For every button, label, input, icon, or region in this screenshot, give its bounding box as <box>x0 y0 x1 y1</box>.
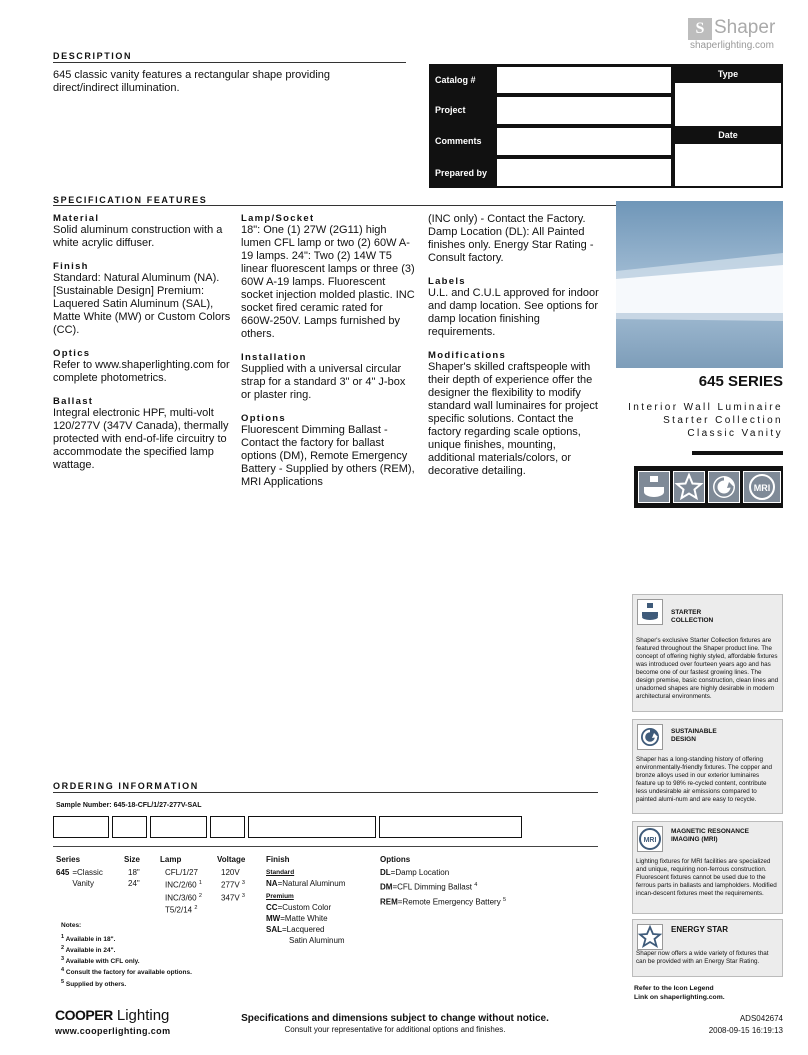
star-card-icon <box>637 924 663 950</box>
catalog-label: Catalog # <box>429 66 495 93</box>
spec-options-heading: Options <box>241 413 286 424</box>
finish-heading: Finish <box>266 855 290 864</box>
description-rule <box>53 62 406 63</box>
card-title: MAGNETIC RESONANCE IMAGING (MRI) <box>671 828 750 843</box>
lamp-value: T5/2/14 <box>165 905 193 915</box>
spec-material-heading: Material <box>53 213 100 224</box>
series-sub-2: Starter Collection <box>663 415 783 426</box>
size-box[interactable] <box>112 816 147 838</box>
note-number: 4 <box>61 967 65 974</box>
shaper-logo-mark: S <box>688 18 712 40</box>
lamp-value: CFL/1/27 <box>165 868 198 877</box>
ordering-heading: ORDERING INFORMATION <box>53 781 199 791</box>
notes-heading: Notes: <box>61 922 82 929</box>
voltage-value: 347V <box>221 893 240 903</box>
option-code: DL <box>380 868 391 877</box>
finish-code: SAL <box>266 925 282 934</box>
spec-optics-heading: Optics <box>53 348 91 359</box>
series-code: 645 <box>56 868 70 877</box>
brand-name: Shaper <box>714 17 776 38</box>
recycle-icon <box>708 471 740 503</box>
option-desc: =Remote Emergency Battery <box>397 897 501 907</box>
card-starter-collection <box>632 594 783 712</box>
note-text: Available in 18". <box>65 936 116 944</box>
starter-collection-card-icon <box>637 599 663 625</box>
spec-finish-text: Standard: Natural Aluminum (NA). [Sustainable Design] Premium: Laquered Satin Aluminum (SAL), Matte White (MW) or Custom Colors (CC). <box>53 272 231 336</box>
date-field[interactable] <box>674 143 782 187</box>
voltage-value: 277V <box>221 880 240 890</box>
note-text: Consult the factory for available options. <box>65 969 192 977</box>
note-number: 5 <box>61 978 65 985</box>
lamp-sup: 1 <box>198 880 202 886</box>
card-title: STARTER COLLECTION <box>671 609 714 624</box>
svg-text:MRI: MRI <box>643 837 657 844</box>
options-heading: Options <box>380 855 411 864</box>
finish-values <box>266 867 376 946</box>
footer-sub: Consult your representative for additional options and finishes. <box>284 1025 506 1034</box>
catalog-field[interactable] <box>496 66 672 94</box>
cooper-site: www.cooperlighting.com <box>55 1026 171 1036</box>
series-desc: =Classic Vanity <box>72 868 103 888</box>
series-values <box>56 867 122 889</box>
voltage-sup: 3 <box>241 892 245 899</box>
lamp-sup: 2 <box>198 892 202 899</box>
finish-desc: =Lacquered <box>282 925 325 934</box>
prepared-by-field[interactable] <box>496 158 672 187</box>
card-text: Shaper's exclusive Starter Collection fixtures are featured throughout the Shaper product line. The concept of offering highly styled, affordable fixtures was introduced over fourteen years ago and has become one of our fastest growing lines. The design premise, basic construction, clean lines and unadorned shapes are highly desirable in modern architectural environments. <box>636 637 779 700</box>
finish-desc: =Matte White <box>280 914 328 923</box>
voltage-value: 120V <box>221 868 240 877</box>
note-number: 2 <box>61 945 65 952</box>
spec-labels-text: U.L. and C.U.L approved for indoor and damp location. See options for damp location finishing requirements. <box>428 287 599 338</box>
card-sustainable-design <box>632 719 783 814</box>
card-text: Shaper has a long-standing history of offering environmentally-friendly fixtures. The copper and bronze alloys used in our exterior luminaires feature up to 98% re-cycled content, contribute less undesirable air emissions compared to painted alumi-num and are easy to recycle. <box>636 756 773 803</box>
series-bar <box>692 451 783 455</box>
ordering-rule <box>53 792 598 793</box>
series-box[interactable] <box>53 816 109 838</box>
notes-list <box>61 933 192 989</box>
finish-premium-heading: Premium <box>266 893 294 900</box>
spec-finish-heading: Finish <box>53 261 89 272</box>
spec-installation-heading: Installation <box>241 352 307 363</box>
size-values <box>128 867 140 889</box>
project-label: Project <box>429 96 495 124</box>
series-sub-3: Classic Vanity <box>687 428 783 439</box>
spec-options-text: Fluorescent Dimming Ballast - Contact the factory for ballast options (DM), Remote Emergency Battery - Supplied by others (REM), MRI Applications <box>241 424 415 488</box>
voltage-heading: Voltage <box>217 855 246 864</box>
icon-legend-note <box>634 984 725 1002</box>
prepared-by-label: Prepared by <box>429 158 495 187</box>
vanity-fixture-illustration <box>616 201 783 368</box>
spec-lamp-heading: Lamp/Socket <box>241 213 315 224</box>
brand-site: shaperlighting.com <box>690 40 774 51</box>
spec-heading: SPECIFICATION FEATURES <box>53 195 208 205</box>
finish-code: NA <box>266 879 278 888</box>
footer-main: Specifications and dimensions subject to change without notice. <box>241 1013 549 1024</box>
finish-box[interactable] <box>248 816 376 838</box>
spec-options-cont-text: (INC only) - Contact the Factory. Damp Location (DL): All Painted finishes only. Energy Star Rating - Consult factory. <box>428 213 594 264</box>
finish-desc: =Natural Aluminum <box>277 879 346 888</box>
mri-icon <box>743 471 781 503</box>
size-value: 18" <box>128 868 140 877</box>
spec-column-1 <box>53 213 231 472</box>
series-sub-1: Interior Wall Luminaire <box>628 402 783 413</box>
finish-code: CC <box>266 903 278 912</box>
doc-number: ADS042674 <box>739 1014 783 1023</box>
card-text: Lighting fixtures for MRI facilities are specialized and unique, requiring non-ferrous construction. Fluorescent fixtures cannot be used due to the ferrous parts in ballasts and lampholders. Modified incan-descent fixtures meet the requirements. <box>636 858 777 897</box>
option-desc: =CFL Dimming Ballast <box>392 882 472 892</box>
comments-label: Comments <box>429 127 495 155</box>
lamp-heading: Lamp <box>160 855 182 864</box>
option-code: DM <box>380 882 393 892</box>
spec-installation-text: Supplied with a universal circular strap for a standard 3" or 4" J-box or plaster ring. <box>241 363 406 401</box>
size-heading: Size <box>124 855 141 864</box>
finish-code: MW <box>266 914 281 923</box>
spec-modifications-text: Shaper's skilled craftspeople with their depth of experience offer the designer the flexibility to modify standard wall luminaires for project specific solutions. Contact the factory regarding scale options, unique finishes, mounting, additional materials/colors, or decorative detailing. <box>428 361 598 477</box>
voltage-box[interactable] <box>210 816 245 838</box>
spec-labels-heading: Labels <box>428 276 466 287</box>
mri-card-icon <box>637 826 663 852</box>
sample-number: Sample Number: 645-18-CFL/1/27-277V-SAL <box>56 802 202 809</box>
spec-lamp-text: 18": One (1) 27W (2G11) high lumen CFL lamp or two (2) 60W A-19 lamps. 24": Two (2) 14W T5 linear fluorescent lamps or three (3) 60W A-19 lamps. Fluorescent socket injection molded plastic. INC socket fired ceramic rated for 660W-250V. Lamps furnished by others. <box>241 224 415 340</box>
type-field[interactable] <box>674 82 782 127</box>
spec-material-text: Solid aluminum construction with a white acrylic diffuser. <box>53 224 223 249</box>
description-text: 645 classic vanity features a rectangular shape providing direct/indirect illumination. <box>53 69 330 94</box>
spec-optics-text: Refer to www.shaperlighting.com for complete photometrics. <box>53 359 230 384</box>
lamp-box[interactable] <box>150 816 207 838</box>
finish-desc-cont: Satin Aluminum <box>289 936 345 945</box>
cooper-logo-b: Lighting <box>112 1007 170 1024</box>
option-desc: =Damp Location <box>390 868 450 877</box>
description-heading: DESCRIPTION <box>53 51 133 61</box>
recycle-card-icon <box>637 724 663 750</box>
spec-column-3 <box>428 213 604 478</box>
project-field[interactable] <box>496 96 672 125</box>
card-title: ENERGY STAR <box>671 925 729 934</box>
finish-desc: =Custom Color <box>277 903 332 912</box>
note-number: 3 <box>61 956 65 963</box>
ordering-column-rule <box>53 846 598 847</box>
spec-rule <box>53 205 616 206</box>
legend-note-line-2: Link on shaperlighting.com. <box>634 994 725 1001</box>
option-code: REM <box>380 897 398 907</box>
card-energy-star <box>632 919 783 977</box>
series-heading: Series <box>56 855 81 864</box>
voltage-sup: 3 <box>241 880 245 886</box>
size-value: 24" <box>128 879 140 888</box>
note-number: 1 <box>61 934 65 940</box>
finish-standard-heading: Standard <box>266 869 295 876</box>
date-label: Date <box>718 130 738 140</box>
lamp-value: INC/3/60 <box>165 893 197 903</box>
spec-ballast-text: Integral electronic HPF, multi-volt 120/277V (347V Canada), thermally protected with end-of-life circuitry to accommodate the specified lamp wattage. <box>53 407 229 471</box>
card-title: SUSTAINABLE DESIGN <box>671 728 717 743</box>
lamp-value: INC/2/60 <box>165 880 197 890</box>
option-sup: 4 <box>474 882 478 888</box>
cooper-logo-a: COOPER <box>55 1007 113 1023</box>
spec-modifications-heading: Modifications <box>428 350 507 361</box>
lamp-values <box>165 867 202 916</box>
type-label: Type <box>717 69 739 79</box>
cooper-logo <box>55 1007 169 1024</box>
series-title: 645 SERIES <box>698 373 783 390</box>
comments-field[interactable] <box>496 127 672 156</box>
svg-text:MRI: MRI <box>753 483 771 493</box>
spec-column-2 <box>241 213 418 489</box>
spec-ballast-heading: Ballast <box>53 396 94 407</box>
options-values <box>380 867 530 907</box>
note-text: Available with CFL only. <box>65 958 140 966</box>
card-text: Shaper now offers a wide variety of fixtures that can be provided with an Energy Star Rating. <box>636 950 769 965</box>
note-text: Available in 24". <box>65 947 116 955</box>
card-mri <box>632 821 783 914</box>
legend-note-line-1: Refer to the Icon Legend <box>634 985 714 992</box>
option-sup: 5 <box>502 896 507 903</box>
star-icon <box>673 471 705 503</box>
product-photo <box>616 201 783 368</box>
lamp-sup: 2 <box>194 905 198 912</box>
starter-collection-icon <box>638 471 670 503</box>
doc-date: 2008-09-15 16:19:13 <box>708 1026 783 1035</box>
note-text: Supplied by others. <box>65 980 127 988</box>
options-box[interactable] <box>379 816 522 838</box>
voltage-values <box>221 867 245 903</box>
